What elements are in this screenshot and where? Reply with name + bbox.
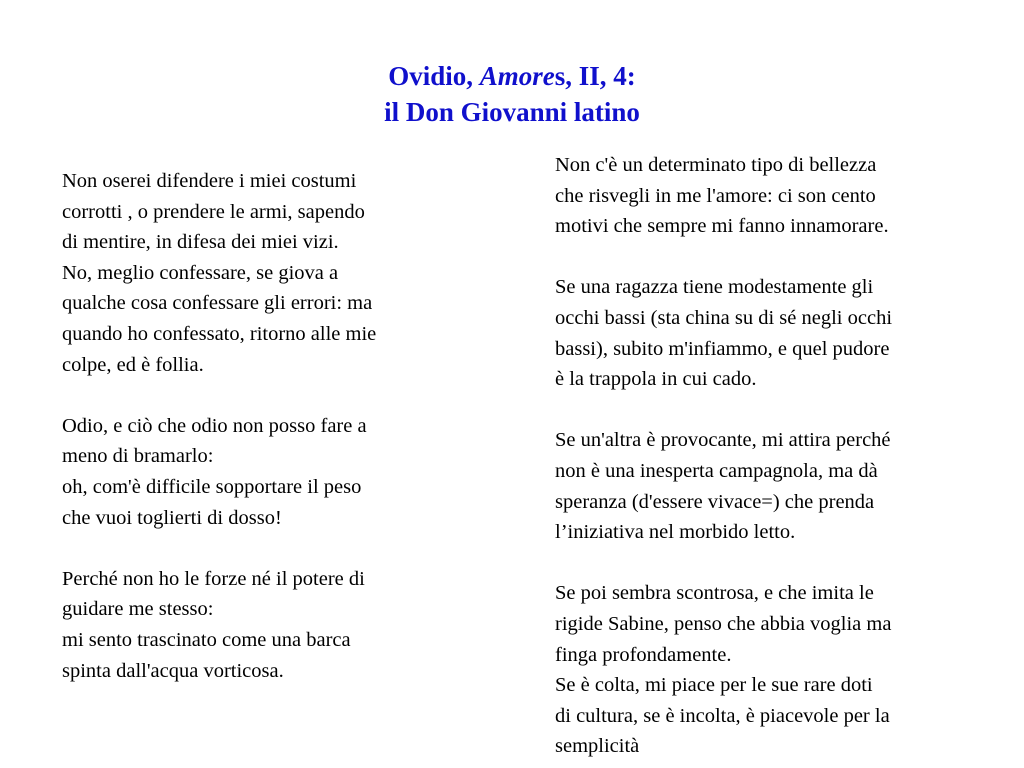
right-stanza-3 [555,425,1015,547]
left-stanza-1 [62,166,482,380]
right-stanza-1 [555,150,1015,242]
text-line: l’iniziativa nel morbido letto. [555,521,796,544]
text-line: Se un'altra è provocante, mi attira perché [555,429,891,452]
text-line: che risvegli in me l'amore: ci son cento [555,184,876,207]
text-line: corrotti , o prendere le armi, sapendo [62,200,365,223]
stanza-gap [62,380,482,411]
text-line: No, meglio confessare, se giova a [62,261,339,284]
stanza-gap [555,395,1015,426]
left-stanza-3 [62,564,482,686]
text-line: semplicità [555,735,640,758]
stanza-gap [62,533,482,564]
left-stanza-2 [62,411,482,533]
stanza-gap [555,548,1015,579]
text-line: qualche cosa confessare gli errori: ma [62,292,373,315]
text-line: non è una inesperta campagnola, ma dà [555,459,878,482]
text-line: Odio, e ciò che odio non posso fare a [62,414,367,437]
text-line: Non oserei difendere i miei costumi [62,170,357,192]
text-line: Non c'è un determinato tipo di bellezza [555,154,877,176]
text-line: occhi bassi (sta china su di sé negli occhi [555,306,893,329]
text-line: Se poi sembra scontrosa, e che imita le [555,582,874,605]
text-line: bassi), subito m'infiammo, e quel pudore [555,337,890,360]
title-line-1 [0,58,1024,94]
text-line: di mentire, in difesa dei miei vizi. [62,231,339,254]
right-stanza-2 [555,272,1015,394]
text-line: guidare me stesso: [62,598,214,621]
text-line: speranza (d'essere vivace=) che prenda [555,490,875,513]
text-line: quando ho confessato, ritorno alle mie [62,322,377,345]
text-line: oh, com'è difficile sopportare il peso [62,475,362,498]
text-line: Se una ragazza tiene modestamente gli [555,276,874,299]
right-stanza-4 [555,578,1015,762]
text-line: meno di bramarlo: [62,445,214,468]
stanza-gap [555,242,1015,273]
text-line: che vuoi toglierti di dosso! [62,506,282,529]
text-line: rigide Sabine, penso che abbia voglia ma [555,612,892,635]
title-author: Ovidio, [388,61,480,91]
title-line-2: il Don Giovanni latino [384,97,640,127]
text-line: mi sento trascinato come una barca [62,628,351,651]
right-text-column [555,150,1015,762]
title-work-italic: Amore [479,61,555,91]
text-line: motivi che sempre mi fanno innamorare. [555,215,889,238]
text-line: finga profondamente. [555,643,732,666]
text-line: Se è colta, mi piace per le sue rare doti [555,674,873,697]
text-line: Perché non ho le forze né il potere di [62,567,365,590]
slide-title [0,58,1024,130]
text-line: è la trappola in cui cado. [555,368,757,391]
left-text-column [62,166,482,686]
text-line: spinta dall'acqua vorticosa. [62,659,284,682]
text-line: colpe, ed è follia. [62,353,204,376]
text-line: di cultura, se è incolta, è piacevole per la [555,704,890,727]
title-reference: s, II, 4: [554,61,636,91]
